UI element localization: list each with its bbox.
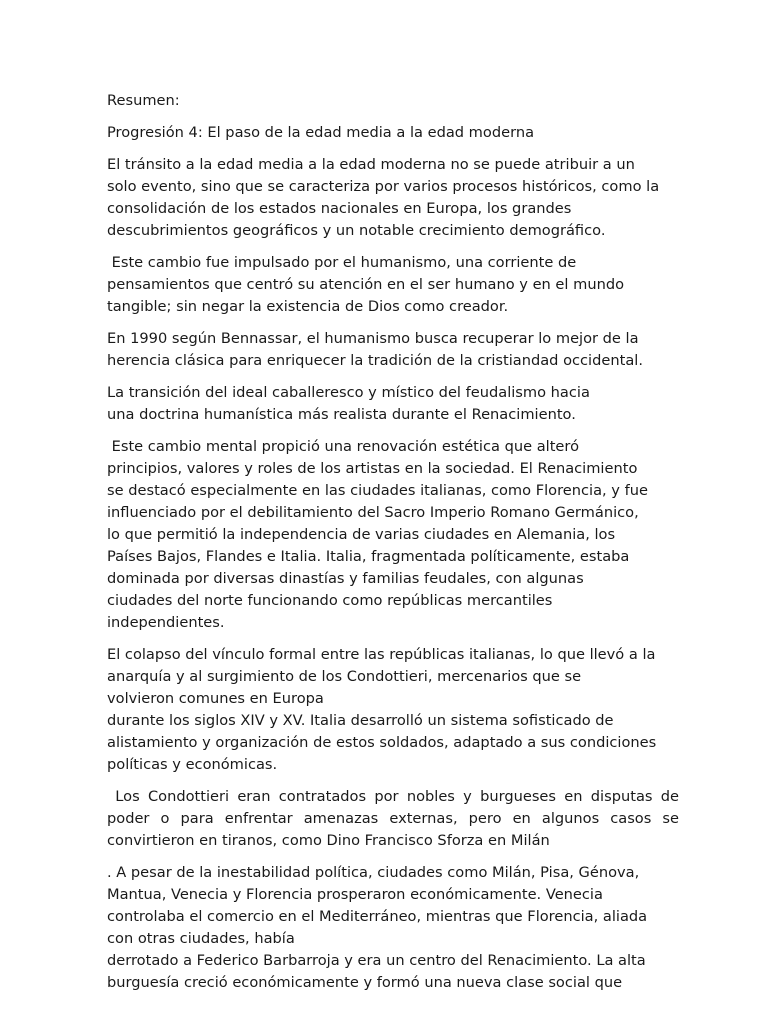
paragraph-8 [107,862,679,994]
text-line: Países Bajos, Flandes e Italia. Italia, fragmentada políticamente, estaba [107,548,630,565]
document-subheading: Progresión 4: El paso de la edad media a la edad moderna [107,124,535,141]
text-line: tangible; sin negar la existencia de Dios como creador. [107,298,509,315]
text-line: derrotado a Federico Barbarroja y era un centro del Renacimiento. La alta [107,952,646,969]
text-line: poder o para enfrentar amenazas externas, pero en algunos casos se [107,810,679,827]
text-line: herencia clásica para enriquecer la tradición de la cristiandad occidental. [107,352,643,369]
text-line: se destacó especialmente en las ciudades italianas, como Florencia, y fue [107,482,648,499]
text-line: convirtieron en tiranos, como Dino Francisco Sforza en Milán [107,832,550,849]
text-line: El tránsito a la edad media a la edad moderna no se puede atribuir a un [107,156,635,173]
paragraph-7 [107,786,679,852]
text-line: La transición del ideal caballeresco y místico del feudalismo hacia [107,384,590,401]
text-line: alistamiento y organización de estos soldados, adaptado a sus condiciones [107,734,657,751]
document-heading: Resumen: [107,92,180,109]
text-line: durante los siglos XIV y XV. Italia desarrolló un sistema sofisticado de [107,712,614,729]
text-line: independientes. [107,614,225,631]
text-line: El colapso del vínculo formal entre las repúblicas italianas, lo que llevó a la [107,646,656,663]
paragraph-2 [107,252,679,318]
text-line: descubrimientos geográficos y un notable crecimiento demográfico. [107,222,606,239]
paragraph-3 [107,328,679,372]
text-line: Este cambio fue impulsado por el humanismo, una corriente de [107,254,577,271]
text-line: pensamientos que centró su atención en el ser humano y en el mundo [107,276,625,293]
text-line: solo evento, sino que se caracteriza por varios procesos históricos, como la [107,178,660,195]
text-line: políticas y económicas. [107,756,278,773]
text-line: controlaba el comercio en el Mediterráneo, mientras que Florencia, aliada [107,908,648,925]
text-line: principios, valores y roles de los artistas en la sociedad. El Renacimiento [107,460,638,477]
document-body [107,90,679,1004]
paragraph-1 [107,154,679,242]
text-line: dominada por diversas dinastías y familias feudales, con algunas [107,570,584,587]
text-line: lo que permitió la independencia de varias ciudades en Alemania, los [107,526,616,543]
text-line: influenciado por el debilitamiento del Sacro Imperio Romano Germánico, [107,504,639,521]
paragraph-4 [107,382,679,426]
text-line: En 1990 según Bennassar, el humanismo busca recuperar lo mejor de la [107,330,639,347]
text-line: volvieron comunes en Europa [107,690,324,707]
text-line: Los Condottieri eran contratados por nobles y burgueses en disputas de [107,788,680,805]
text-line: Mantua, Venecia y Florencia prosperaron económicamente. Venecia [107,886,603,903]
text-line: una doctrina humanística más realista durante el Renacimiento. [107,406,576,423]
paragraph-5 [107,436,679,634]
text-line: . A pesar de la inestabilidad política, ciudades como Milán, Pisa, Génova, [107,864,640,881]
paragraph-6 [107,644,679,776]
text-line: Este cambio mental propició una renovación estética que alteró [107,438,580,455]
text-line: consolidación de los estados nacionales en Europa, los grandes [107,200,572,217]
text-line: con otras ciudades, había [107,930,295,947]
text-line: burguesía creció económicamente y formó una nueva clase social que [107,974,623,991]
text-line: ciudades del norte funcionando como repúblicas mercantiles [107,592,553,609]
text-line: anarquía y al surgimiento de los Condottieri, mercenarios que se [107,668,582,685]
